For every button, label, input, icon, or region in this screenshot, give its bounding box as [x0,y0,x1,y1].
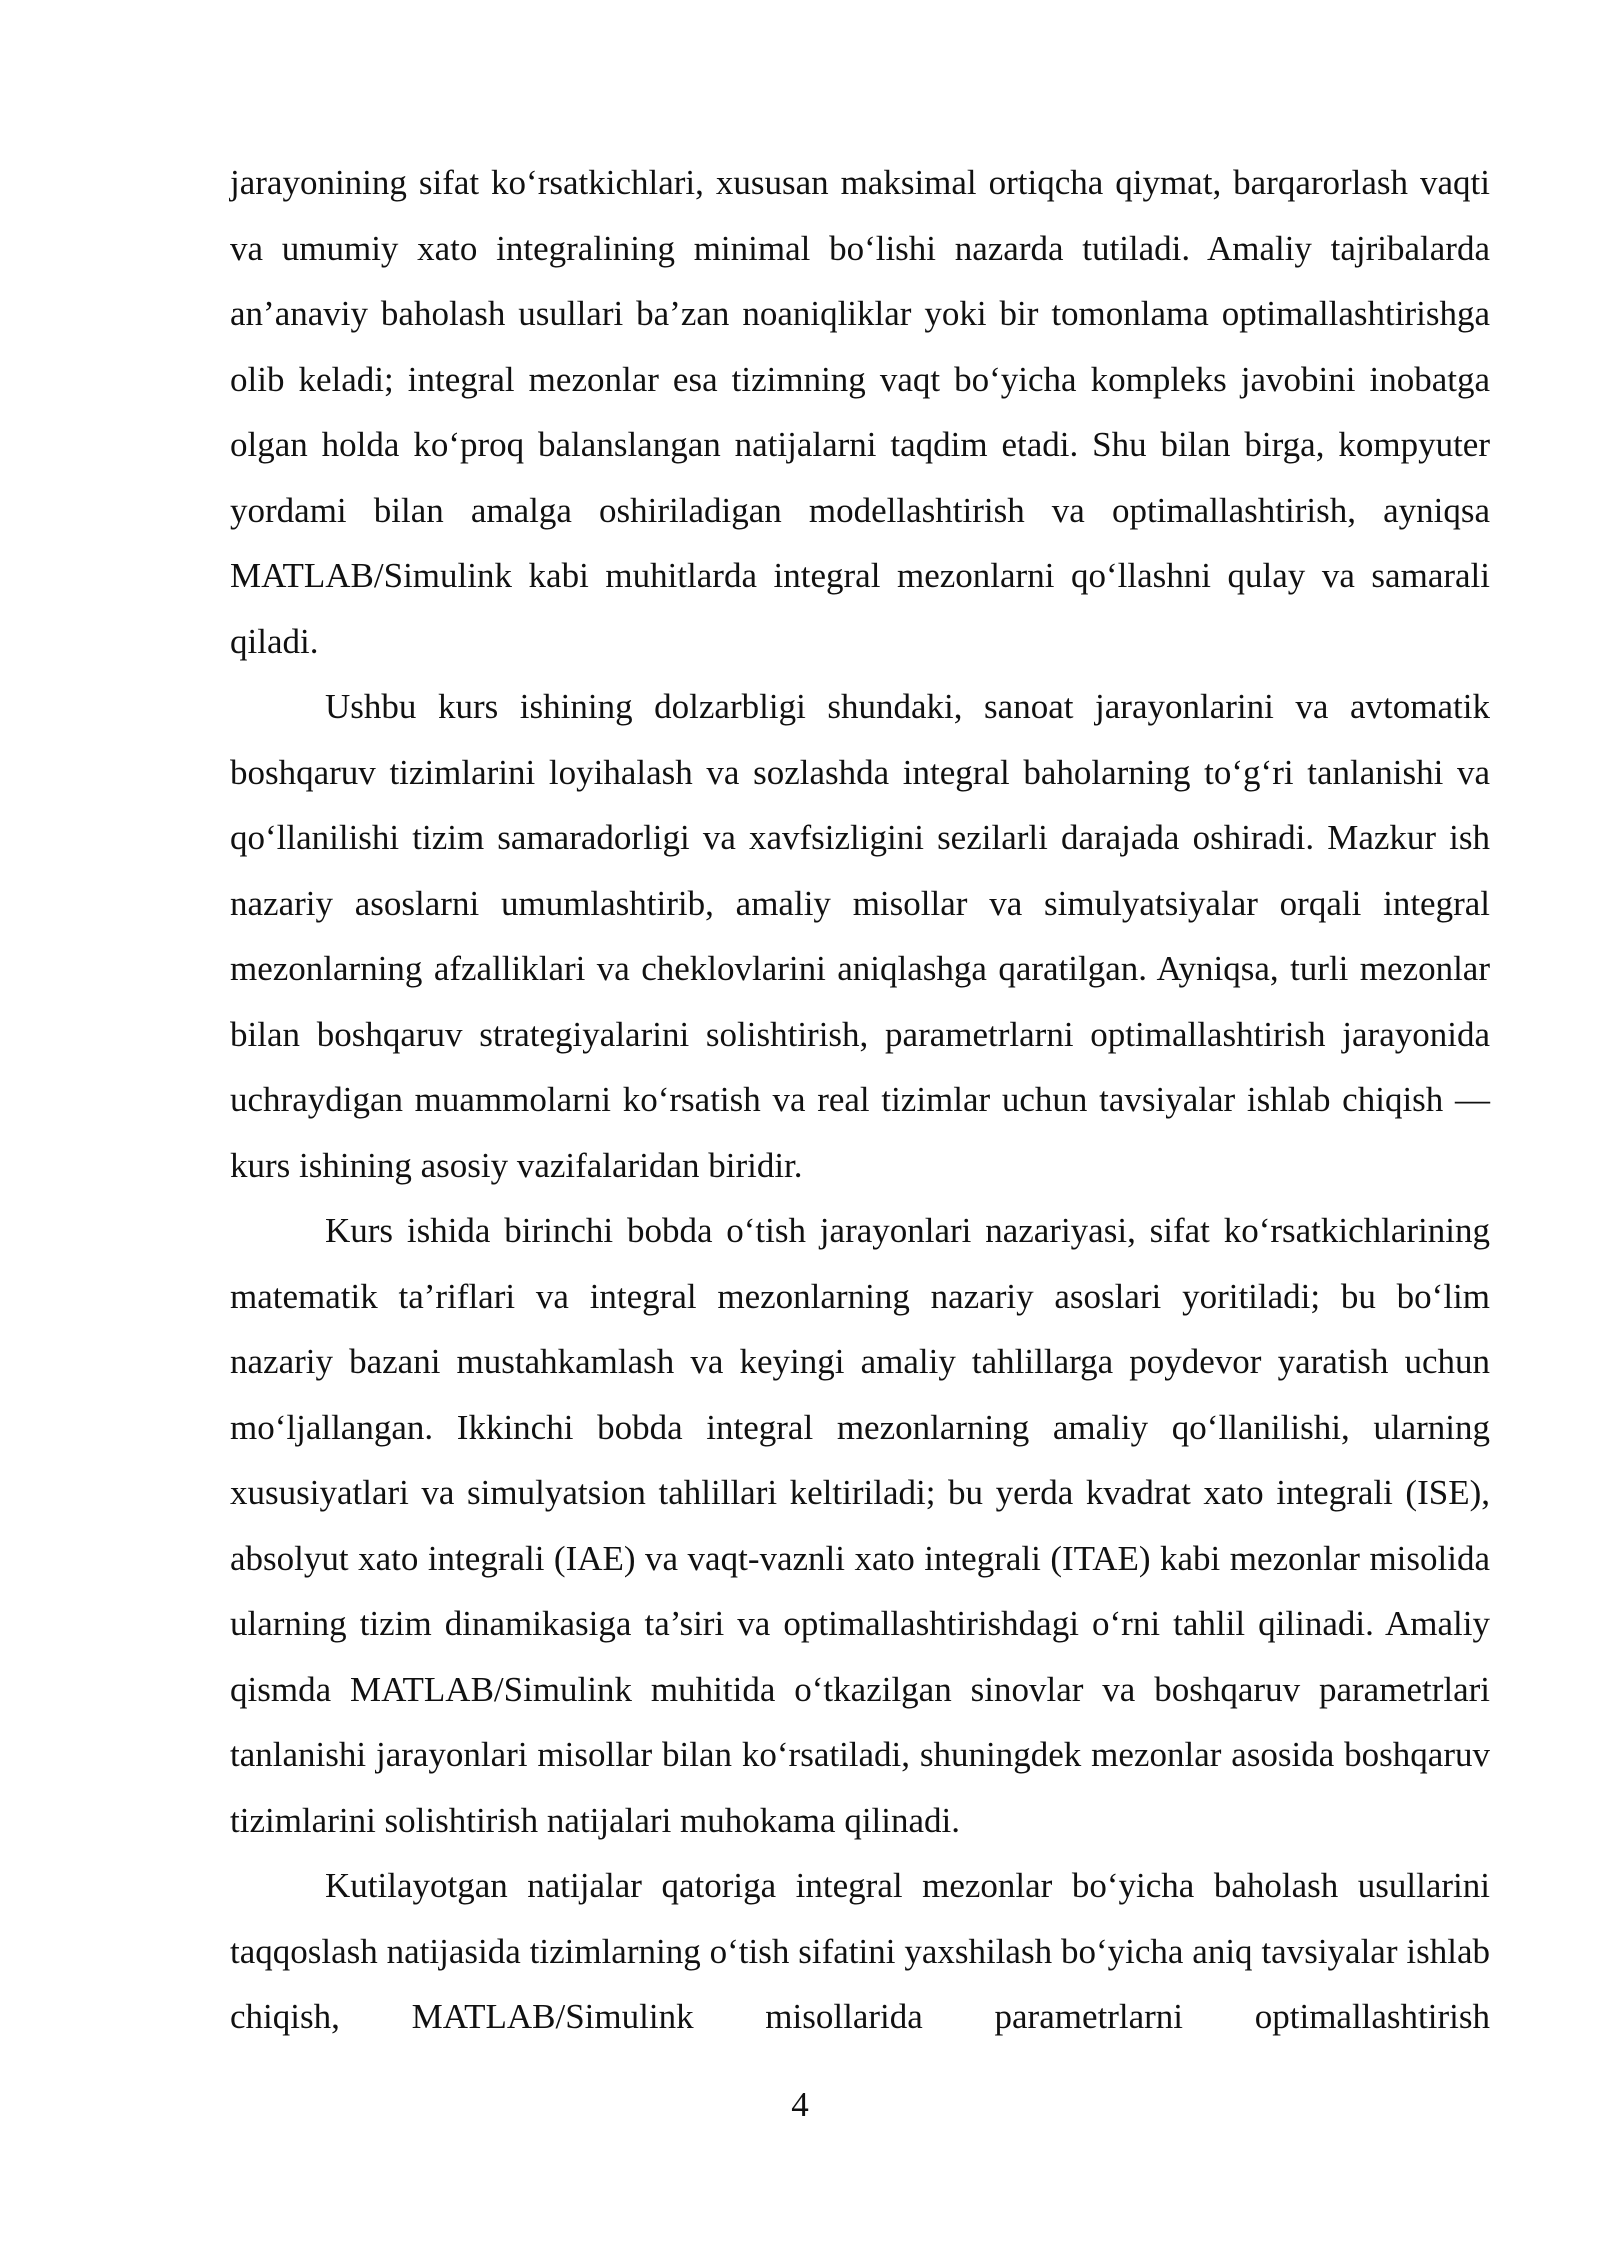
paragraph-relevance: Ushbu kurs ishining dolzarbligi shundaki, sanoat jarayonlarini va avtomatik boshqaruv tizimlarini loyihalash va sozlashda integral baholarning to‘g‘ri tanlanishi va qo‘llanilishi tizim samaradorligi va xavfsizligini sezilarli darajada oshiradi. Mazkur ish nazariy asoslarni umumlashtirib, amaliy misollar va simulyatsiyalar orqali integral mezonlarning afzalliklari va cheklovlarini aniqlashga qaratilgan. Ayniqsa, turli mezonlar bilan boshqaruv strategiyalarini solishtirish, parametrlarni optimallashtirish jarayonida uchraydigan muammolarni ko‘rsatish va real tizimlar uchun tavsiyalar ishlab chiqish — kurs ishining asosiy vazifalaridan biridir. [230,687,1490,1185]
paragraph-structure: Kurs ishida birinchi bobda o‘tish jarayonlari nazariyasi, sifat ko‘rsatkichlarining matematik ta’riflari va integral mezonlarning nazariy asoslari yoritiladi; bu bo‘lim nazariy bazani mustahkamlash va keyingi amaliy tahlillarga poydevor yaratish uchun mo‘ljallangan. Ikkinchi bobda integral mezonlarning amaliy qo‘llanilishi, ularning xususiyatlari va simulyatsion tahlillari keltiriladi; bu yerda kvadrat xato integrali (ISE), absolyut xato integrali (IAE) va vaqt-vaznli xato integrali (ITAE) kabi mezonlar misolida ularning tizim dinamikasiga ta’siri va optimallashtirishdagi o‘rni tahlil qilinadi. Amaliy qismda MATLAB/Simulink muhitida o‘tkazilgan sinovlar va boshqaruv parametrlari tanlanishi jarayonlari misollar bilan ko‘rsatiladi, shuningdek mezonlar asosida boshqaruv tizimlarini solishtirish natijalari muhokama qilinadi. [230,1211,1490,1840]
page-number: 4 [791,2085,809,2124]
paragraph-expected-results: Kutilayotgan natijalar qatoriga integral mezonlar bo‘yicha baholash usullarini taqqoslash natijasida tizimlarning o‘tish sifatini yaxshilash bo‘yicha aniq tavsiyalar ishlab chiqish, MATLAB/Simulink misollarida parametrlarni optimallashtirish [230,1866,1490,2036]
paragraph-intro-continuation: jarayonining sifat ko‘rsatkichlari, xususan maksimal ortiqcha qiymat, barqarorlash vaqti va umumiy xato integralining minimal bo‘lishi nazarda tutiladi. Amaliy tajribalarda an’anaviy baholash usullari ba’zan noaniqliklar yoki bir tomonlama optimallashtirishga olib keladi; integral mezonlar esa tizimning vaqt bo‘yicha kompleks javobini inobatga olgan holda ko‘proq balanslangan natijalarni taqdim etadi. Shu bilan birga, kompyuter yordami bilan amalga oshiriladigan modellashtirish va optimallashtirish, ayniqsa MATLAB/Simulink kabi muhitlarda integral mezonlarni qo‘llashni qulay va samarali qiladi. [230,163,1490,661]
document-page [230,150,1490,2110]
